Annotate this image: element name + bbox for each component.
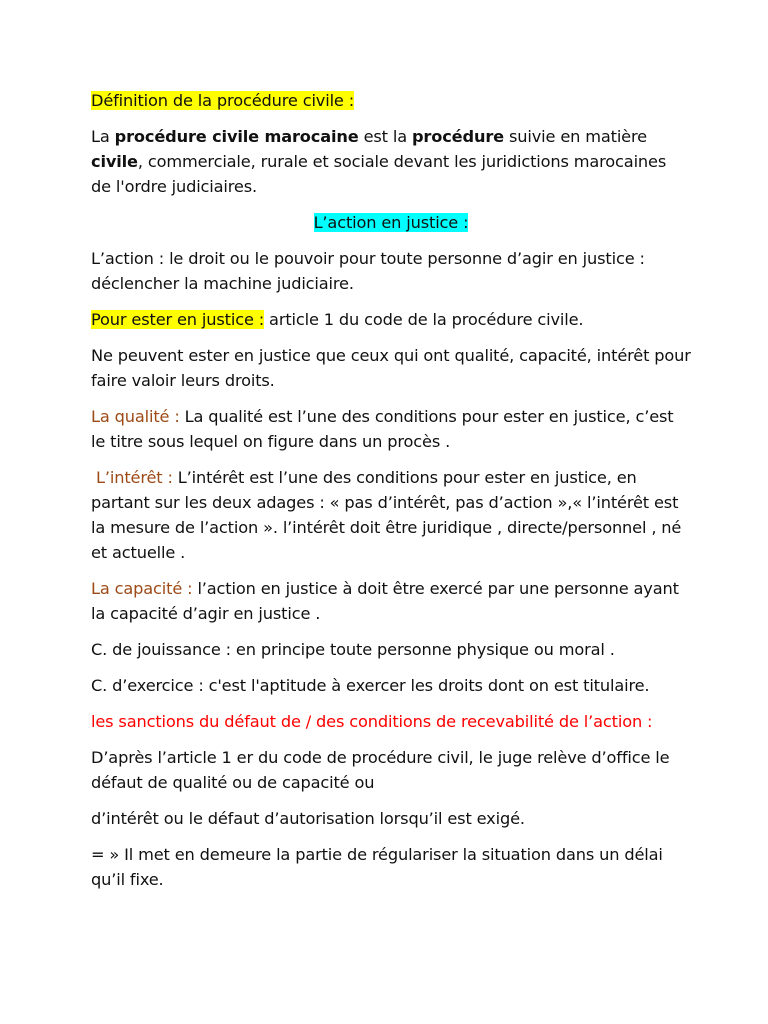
- qualite-text: La qualité est l’une des conditions pour ester en justice, c’est le titre sous lequel on figure dans un procès .: [91, 407, 674, 451]
- definition-paragraph: [91, 124, 691, 199]
- conditions-paragraph: Ne peuvent ester en justice que ceux qui ont qualité, capacité, intérêt pour faire valoir leurs droits.: [91, 346, 691, 390]
- ester-text: article 1 du code de la procédure civile.: [264, 310, 584, 329]
- action-definition: L’action : le droit ou le pouvoir pour toute personne d’agir en justice : déclencher la machine judiciaire.: [91, 249, 645, 293]
- sanctions-heading: les sanctions du défaut de / des conditions de recevabilité de l’action :: [91, 712, 653, 731]
- document-page: [91, 88, 691, 903]
- text-run: , commerciale, rurale et sociale devant les juridictions marocaines de l'ordre judiciaires.: [91, 152, 667, 196]
- title-highlight: Définition de la procédure civile :: [91, 91, 355, 110]
- action-heading-highlight: L’action en justice :: [313, 213, 469, 232]
- section-title: [91, 88, 691, 113]
- exercice-paragraph: C. d’exercice : c'est l'aptitude à exercer les droits dont on est titulaire.: [91, 676, 650, 695]
- qualite-paragraph: [91, 404, 691, 454]
- capacite-label: La capacité :: [91, 579, 193, 598]
- text-run: suivie en matière: [504, 127, 647, 146]
- bold-term: procédure civile marocaine: [114, 127, 359, 146]
- interet-text: L’intérêt est l’une des conditions pour ester en justice, en partant sur les deux adages : « pas d’intérêt, pas d’action »,« l’intérêt est la mesure de l’action ». l’intérêt doit être juridique , directe/personnel , né et actuelle .: [91, 468, 682, 562]
- action-heading: [91, 210, 691, 235]
- ester-label: Pour ester en justice :: [91, 310, 265, 329]
- bold-term: procédure: [412, 127, 504, 146]
- article-paragraph: D’après l’article 1 er du code de procédure civil, le juge relève d’office le défaut de qualité ou de capacité ou: [91, 748, 670, 792]
- interet-label: L’intérêt :: [91, 468, 173, 487]
- capacite-paragraph: [91, 576, 691, 626]
- capacite-text: l’action en justice à doit être exercé par une personne ayant la capacité d’agir en justice .: [91, 579, 679, 623]
- text-run: La: [91, 127, 115, 146]
- qualite-label: La qualité :: [91, 407, 180, 426]
- bold-term: civile: [91, 152, 138, 171]
- interet-paragraph: [91, 465, 691, 565]
- jouissance-paragraph: C. de jouissance : en principe toute personne physique ou moral .: [91, 640, 615, 659]
- demeure-paragraph: = » Il met en demeure la partie de régulariser la situation dans un délai qu’il fixe.: [91, 845, 663, 889]
- ester-paragraph: [91, 307, 691, 332]
- text-run: est la: [358, 127, 412, 146]
- interet-defaut-paragraph: d’intérêt ou le défaut d’autorisation lorsqu’il est exigé.: [91, 809, 525, 828]
